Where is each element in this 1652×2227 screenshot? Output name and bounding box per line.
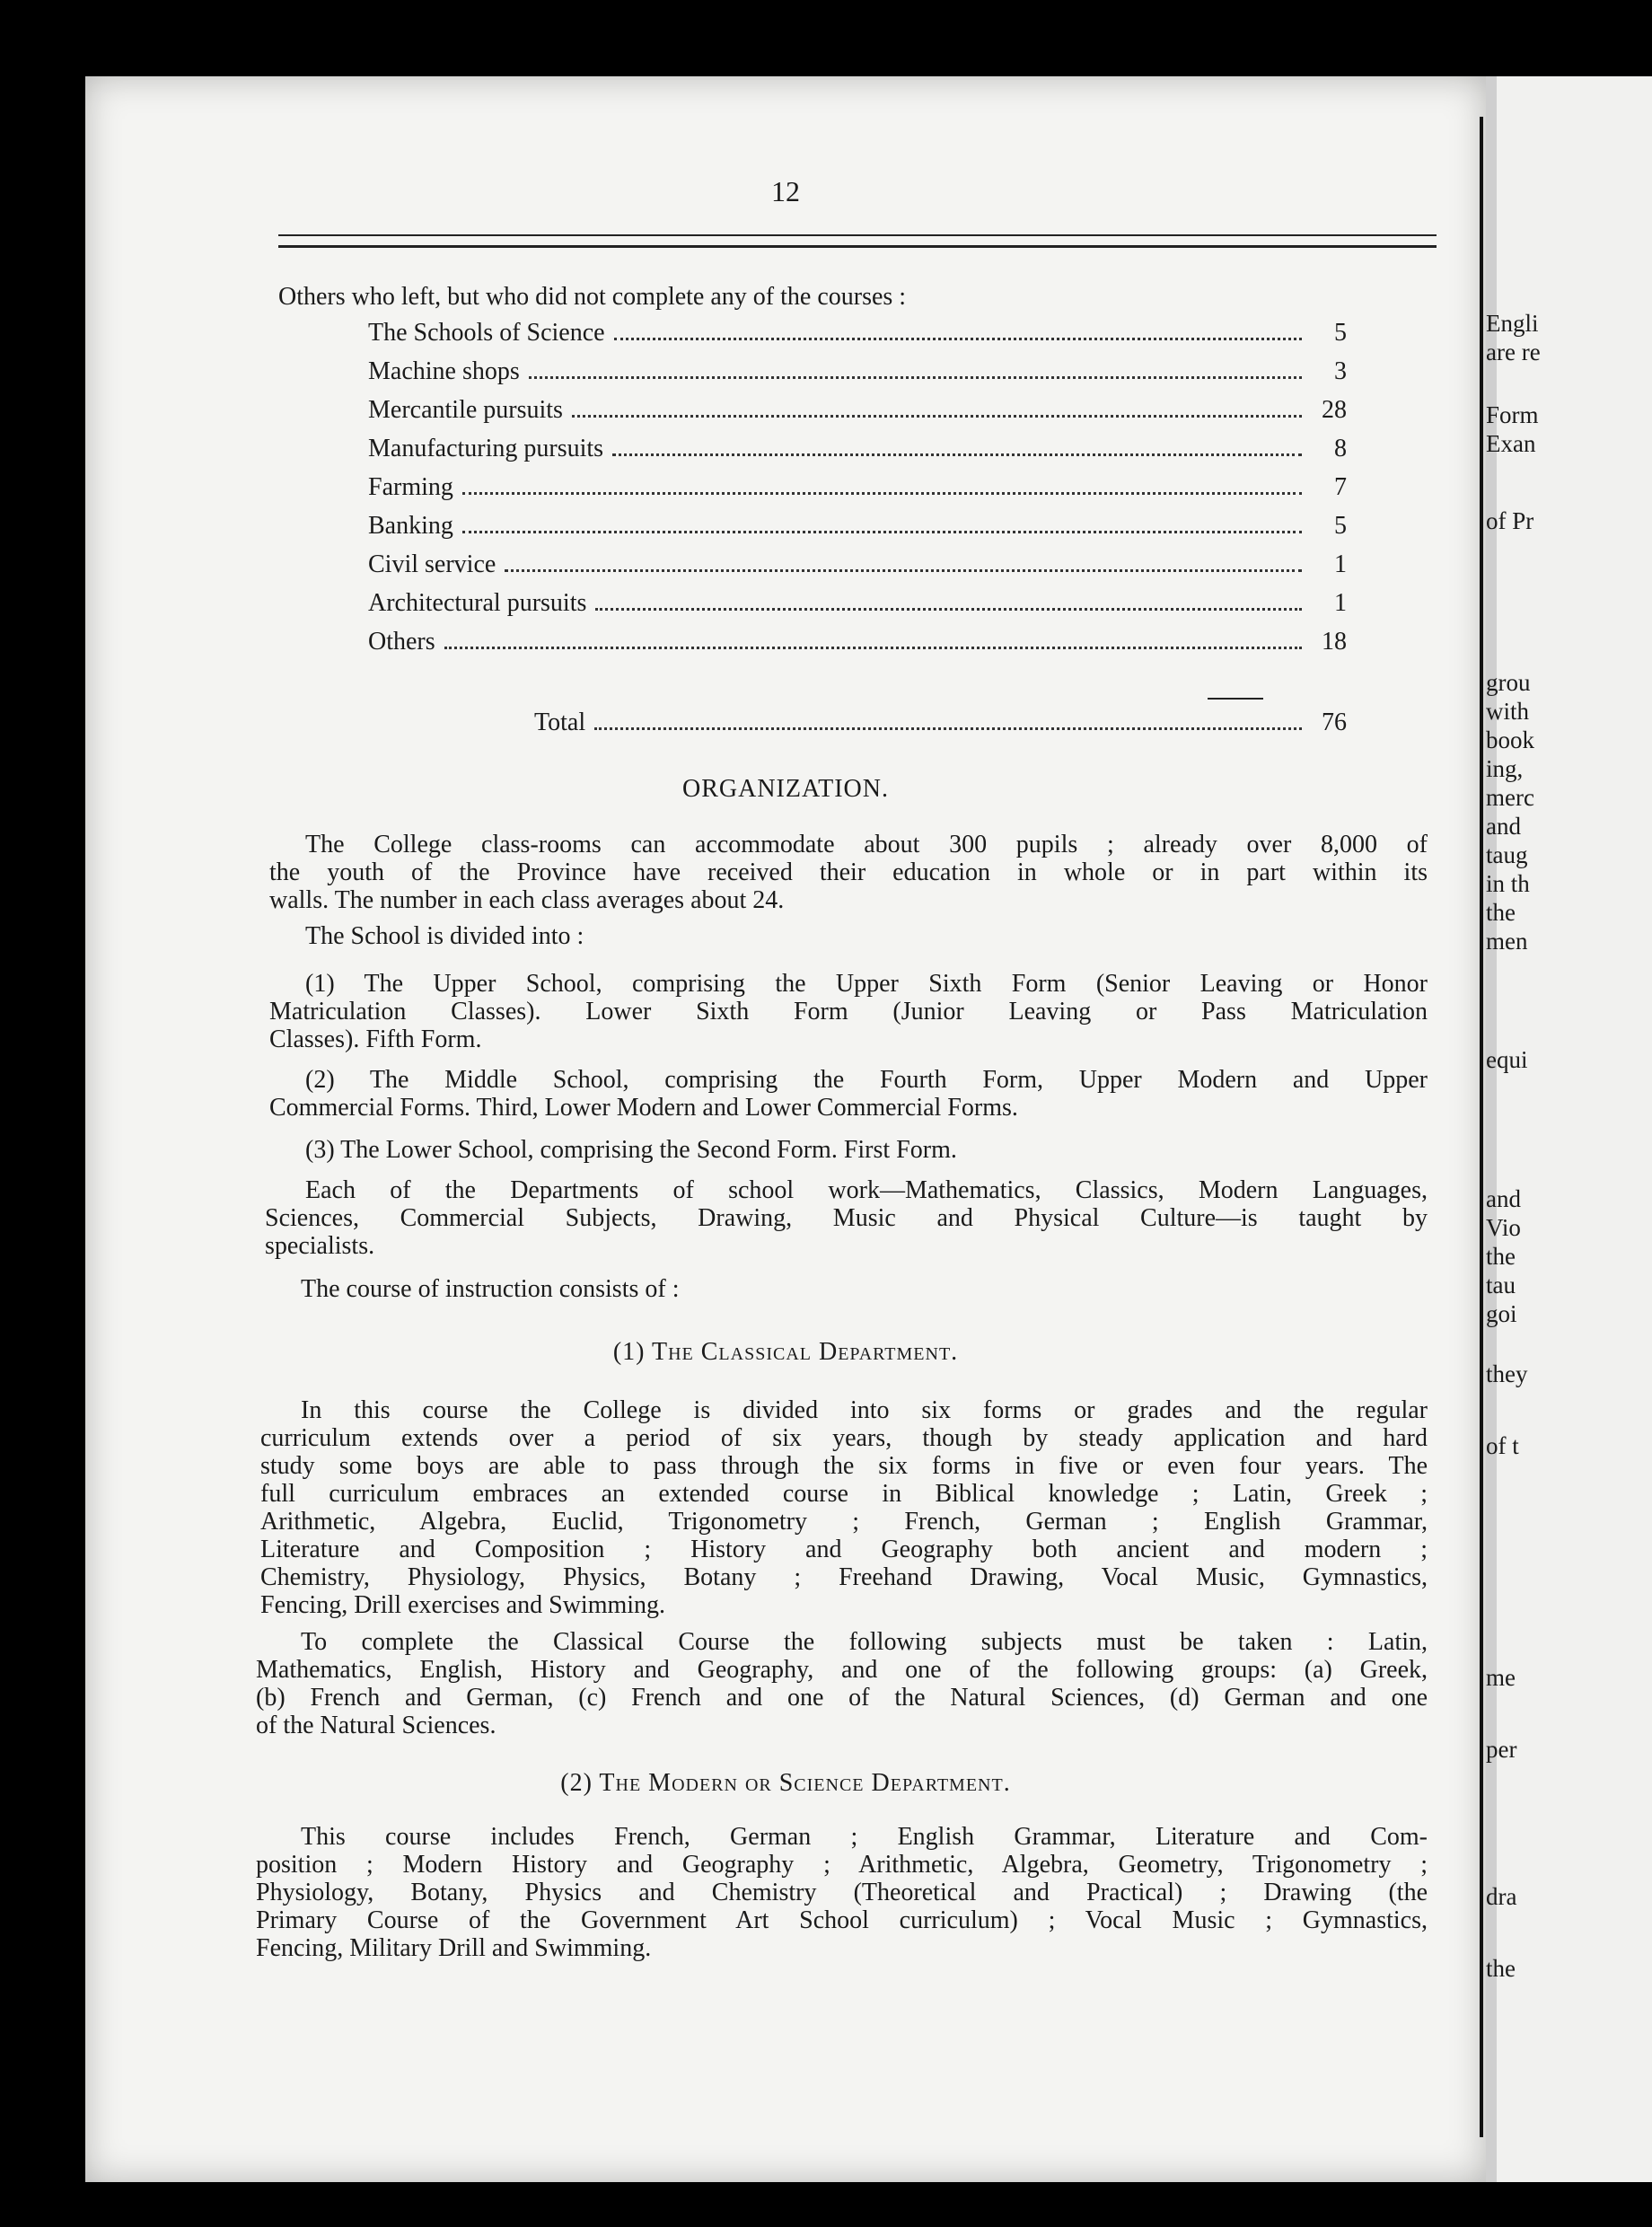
adjacent-text: in th xyxy=(1486,870,1530,897)
text-line: In this course the College is divided into six forms or grades and the regular xyxy=(301,1396,1428,1424)
pursuit-row xyxy=(368,550,1347,583)
total-label: Total xyxy=(534,709,586,736)
classical-paragraph-2 xyxy=(256,1628,1428,1739)
dot-leader xyxy=(614,338,1302,340)
adjacent-text: Exan xyxy=(1486,430,1536,457)
text-line: study some boys are able to pass through the six forms in five or even four years. The xyxy=(260,1452,1428,1480)
total-row xyxy=(534,709,1347,741)
text-line: the youth of the Province have received their education in whole or in part within its xyxy=(269,858,1428,886)
pursuit-row xyxy=(368,512,1347,544)
adjacent-text: tau xyxy=(1486,1272,1516,1298)
text-line: Chemistry, Physiology, Physics, Botany ; Freehand Drawing, Vocal Music, Gymnastics, xyxy=(260,1563,1428,1591)
text-line: Matriculation Classes). Lower Sixth Form (Junior Leaving or Pass Matriculation xyxy=(269,998,1428,1025)
adjacent-page xyxy=(1486,76,1652,2182)
adjacent-text: with xyxy=(1486,698,1530,725)
text-line: specialists. xyxy=(265,1232,375,1260)
text-line: Arithmetic, Algebra, Euclid, Trigonometry ; French, German ; English Grammar, xyxy=(260,1508,1428,1536)
classical-heading: (1) The Classical Department. xyxy=(612,1338,959,1366)
text-line: position ; Modern History and Geography ; Arithmetic, Algebra, Geometry, Trigonometry ; xyxy=(256,1851,1428,1879)
text-line: The College class-rooms can accommodate about 300 pupils ; already over 8,000 of xyxy=(305,831,1428,858)
page-number: 12 xyxy=(771,175,800,207)
adjacent-text: Engli xyxy=(1486,310,1539,337)
pursuit-row xyxy=(368,589,1347,621)
pursuit-count: 3 xyxy=(1334,357,1347,385)
organization-heading: ORGANIZATION. xyxy=(682,775,889,803)
pursuit-row xyxy=(368,319,1347,351)
pursuit-label: Machine shops xyxy=(368,357,520,385)
adjacent-text: goi xyxy=(1486,1300,1517,1327)
dot-leader xyxy=(462,492,1302,495)
gutter xyxy=(1486,76,1497,2182)
pursuit-count: 1 xyxy=(1334,550,1347,578)
total-count: 76 xyxy=(1322,709,1347,736)
pursuit-row xyxy=(368,435,1347,467)
lower-school-paragraph: (3) The Lower School, comprising the Second Form. First Form. xyxy=(305,1136,957,1164)
text-line: Each of the Departments of school work—Mathematics, Classics, Modern Languages, xyxy=(305,1176,1428,1204)
course-intro: The course of instruction consists of : xyxy=(301,1275,680,1303)
modern-paragraph xyxy=(256,1823,1428,1962)
pursuit-count: 7 xyxy=(1334,473,1347,501)
adjacent-text: Form xyxy=(1486,401,1539,428)
pursuit-label: The Schools of Science xyxy=(368,319,605,347)
dot-leader xyxy=(462,531,1302,533)
classical-paragraph-1 xyxy=(260,1396,1428,1619)
pursuit-count: 18 xyxy=(1322,628,1347,656)
text-line: To complete the Classical Course the following subjects must be taken : Latin, xyxy=(301,1628,1428,1656)
adjacent-text: Vio xyxy=(1486,1214,1521,1241)
gutter-line xyxy=(1480,117,1483,2137)
pursuit-label: Others xyxy=(368,628,435,656)
adjacent-text: the xyxy=(1486,1955,1516,1982)
text-line: curriculum extends over a period of six years, though by steady application and hard xyxy=(260,1424,1428,1452)
pursuit-row xyxy=(368,473,1347,506)
adjacent-text: the xyxy=(1486,899,1516,926)
text-line: Primary Course of the Government Art School curriculum) ; Vocal Music ; Gymnastics, xyxy=(256,1906,1428,1934)
adjacent-text: ing, xyxy=(1486,755,1524,782)
upper-school-paragraph xyxy=(269,970,1428,1053)
departments-paragraph xyxy=(265,1176,1428,1260)
text-line: Sciences, Commercial Subjects, Drawing, Music and Physical Culture—is taught by xyxy=(265,1204,1428,1232)
dot-leader xyxy=(505,569,1302,572)
text-line: (2) The Middle School, comprising the Fourth Form, Upper Modern and Upper xyxy=(305,1066,1428,1094)
pursuit-count: 5 xyxy=(1334,512,1347,540)
text-line: walls. The number in each class averages about 24. xyxy=(269,886,785,914)
dot-leader xyxy=(594,727,1302,730)
pursuit-count: 5 xyxy=(1334,319,1347,347)
text-line: (1) The Upper School, comprising the Upper Sixth Form (Senior Leaving or Honor xyxy=(305,970,1428,998)
adjacent-text: and xyxy=(1486,813,1521,840)
organization-paragraph-1 xyxy=(269,831,1428,914)
pursuit-label: Civil service xyxy=(368,550,496,578)
dot-leader xyxy=(612,453,1302,456)
pursuits-intro: Others who left, but who did not complete any of the courses : xyxy=(278,283,907,311)
adjacent-text: per xyxy=(1486,1736,1517,1763)
text-line: Commercial Forms. Third, Lower Modern and Lower Commercial Forms. xyxy=(269,1094,1018,1122)
adjacent-text: taug xyxy=(1486,841,1528,868)
pursuit-row xyxy=(368,396,1347,428)
dot-leader xyxy=(444,647,1302,649)
organization-paragraph-2: The School is divided into : xyxy=(305,922,584,950)
text-line: This course includes French, German ; English Grammar, Literature and Com- xyxy=(301,1823,1428,1851)
adjacent-text: dra xyxy=(1486,1883,1517,1910)
pursuit-label: Farming xyxy=(368,473,453,501)
text-line: of the Natural Sciences. xyxy=(256,1712,496,1739)
pursuit-label: Banking xyxy=(368,512,453,540)
adjacent-text: men xyxy=(1486,928,1528,955)
text-line: Mathematics, English, History and Geography, and one of the following groups: (a) Greek, xyxy=(256,1656,1428,1684)
pursuit-row xyxy=(368,628,1347,660)
adjacent-text: book xyxy=(1486,726,1534,753)
book-page xyxy=(85,76,1486,2182)
adjacent-text: are re xyxy=(1486,339,1541,365)
adjacent-text: and xyxy=(1486,1185,1521,1212)
dot-leader xyxy=(572,415,1302,418)
adjacent-text: the xyxy=(1486,1243,1516,1270)
adjacent-text: merc xyxy=(1486,784,1534,811)
adjacent-text: of t xyxy=(1486,1432,1519,1459)
total-rule xyxy=(1208,698,1263,700)
adjacent-text: they xyxy=(1486,1360,1528,1387)
text-line: Fencing, Drill exercises and Swimming. xyxy=(260,1591,666,1619)
modern-heading: (2) The Modern or Science Department. xyxy=(560,1769,1011,1797)
middle-school-paragraph xyxy=(269,1066,1428,1122)
dot-leader xyxy=(595,608,1302,611)
text-line: Classes). Fifth Form. xyxy=(269,1025,482,1053)
adjacent-text: me xyxy=(1486,1664,1516,1691)
dot-leader xyxy=(529,376,1302,379)
adjacent-text: of Pr xyxy=(1486,507,1534,534)
pursuit-label: Mercantile pursuits xyxy=(368,396,563,424)
text-line: full curriculum embraces an extended course in Biblical knowledge ; Latin, Greek ; xyxy=(260,1480,1428,1508)
adjacent-text: grou xyxy=(1486,669,1531,696)
pursuit-count: 1 xyxy=(1334,589,1347,617)
pursuit-label: Architectural pursuits xyxy=(368,589,587,617)
text-line: Literature and Composition ; History and Geography both ancient and modern ; xyxy=(260,1536,1428,1563)
adjacent-text: equi xyxy=(1486,1046,1528,1073)
text-line: Physiology, Botany, Physics and Chemistry (Theoretical and Practical) ; Drawing (the xyxy=(256,1879,1428,1906)
pursuit-label: Manufacturing pursuits xyxy=(368,435,604,462)
pursuit-count: 8 xyxy=(1334,435,1347,462)
text-line: Fencing, Military Drill and Swimming. xyxy=(256,1934,652,1962)
text-line: (b) French and German, (c) French and one of the Natural Sciences, (d) German and one xyxy=(256,1684,1428,1712)
header-rule xyxy=(278,234,1437,248)
pursuit-row xyxy=(368,357,1347,390)
pursuit-count: 28 xyxy=(1322,396,1347,424)
